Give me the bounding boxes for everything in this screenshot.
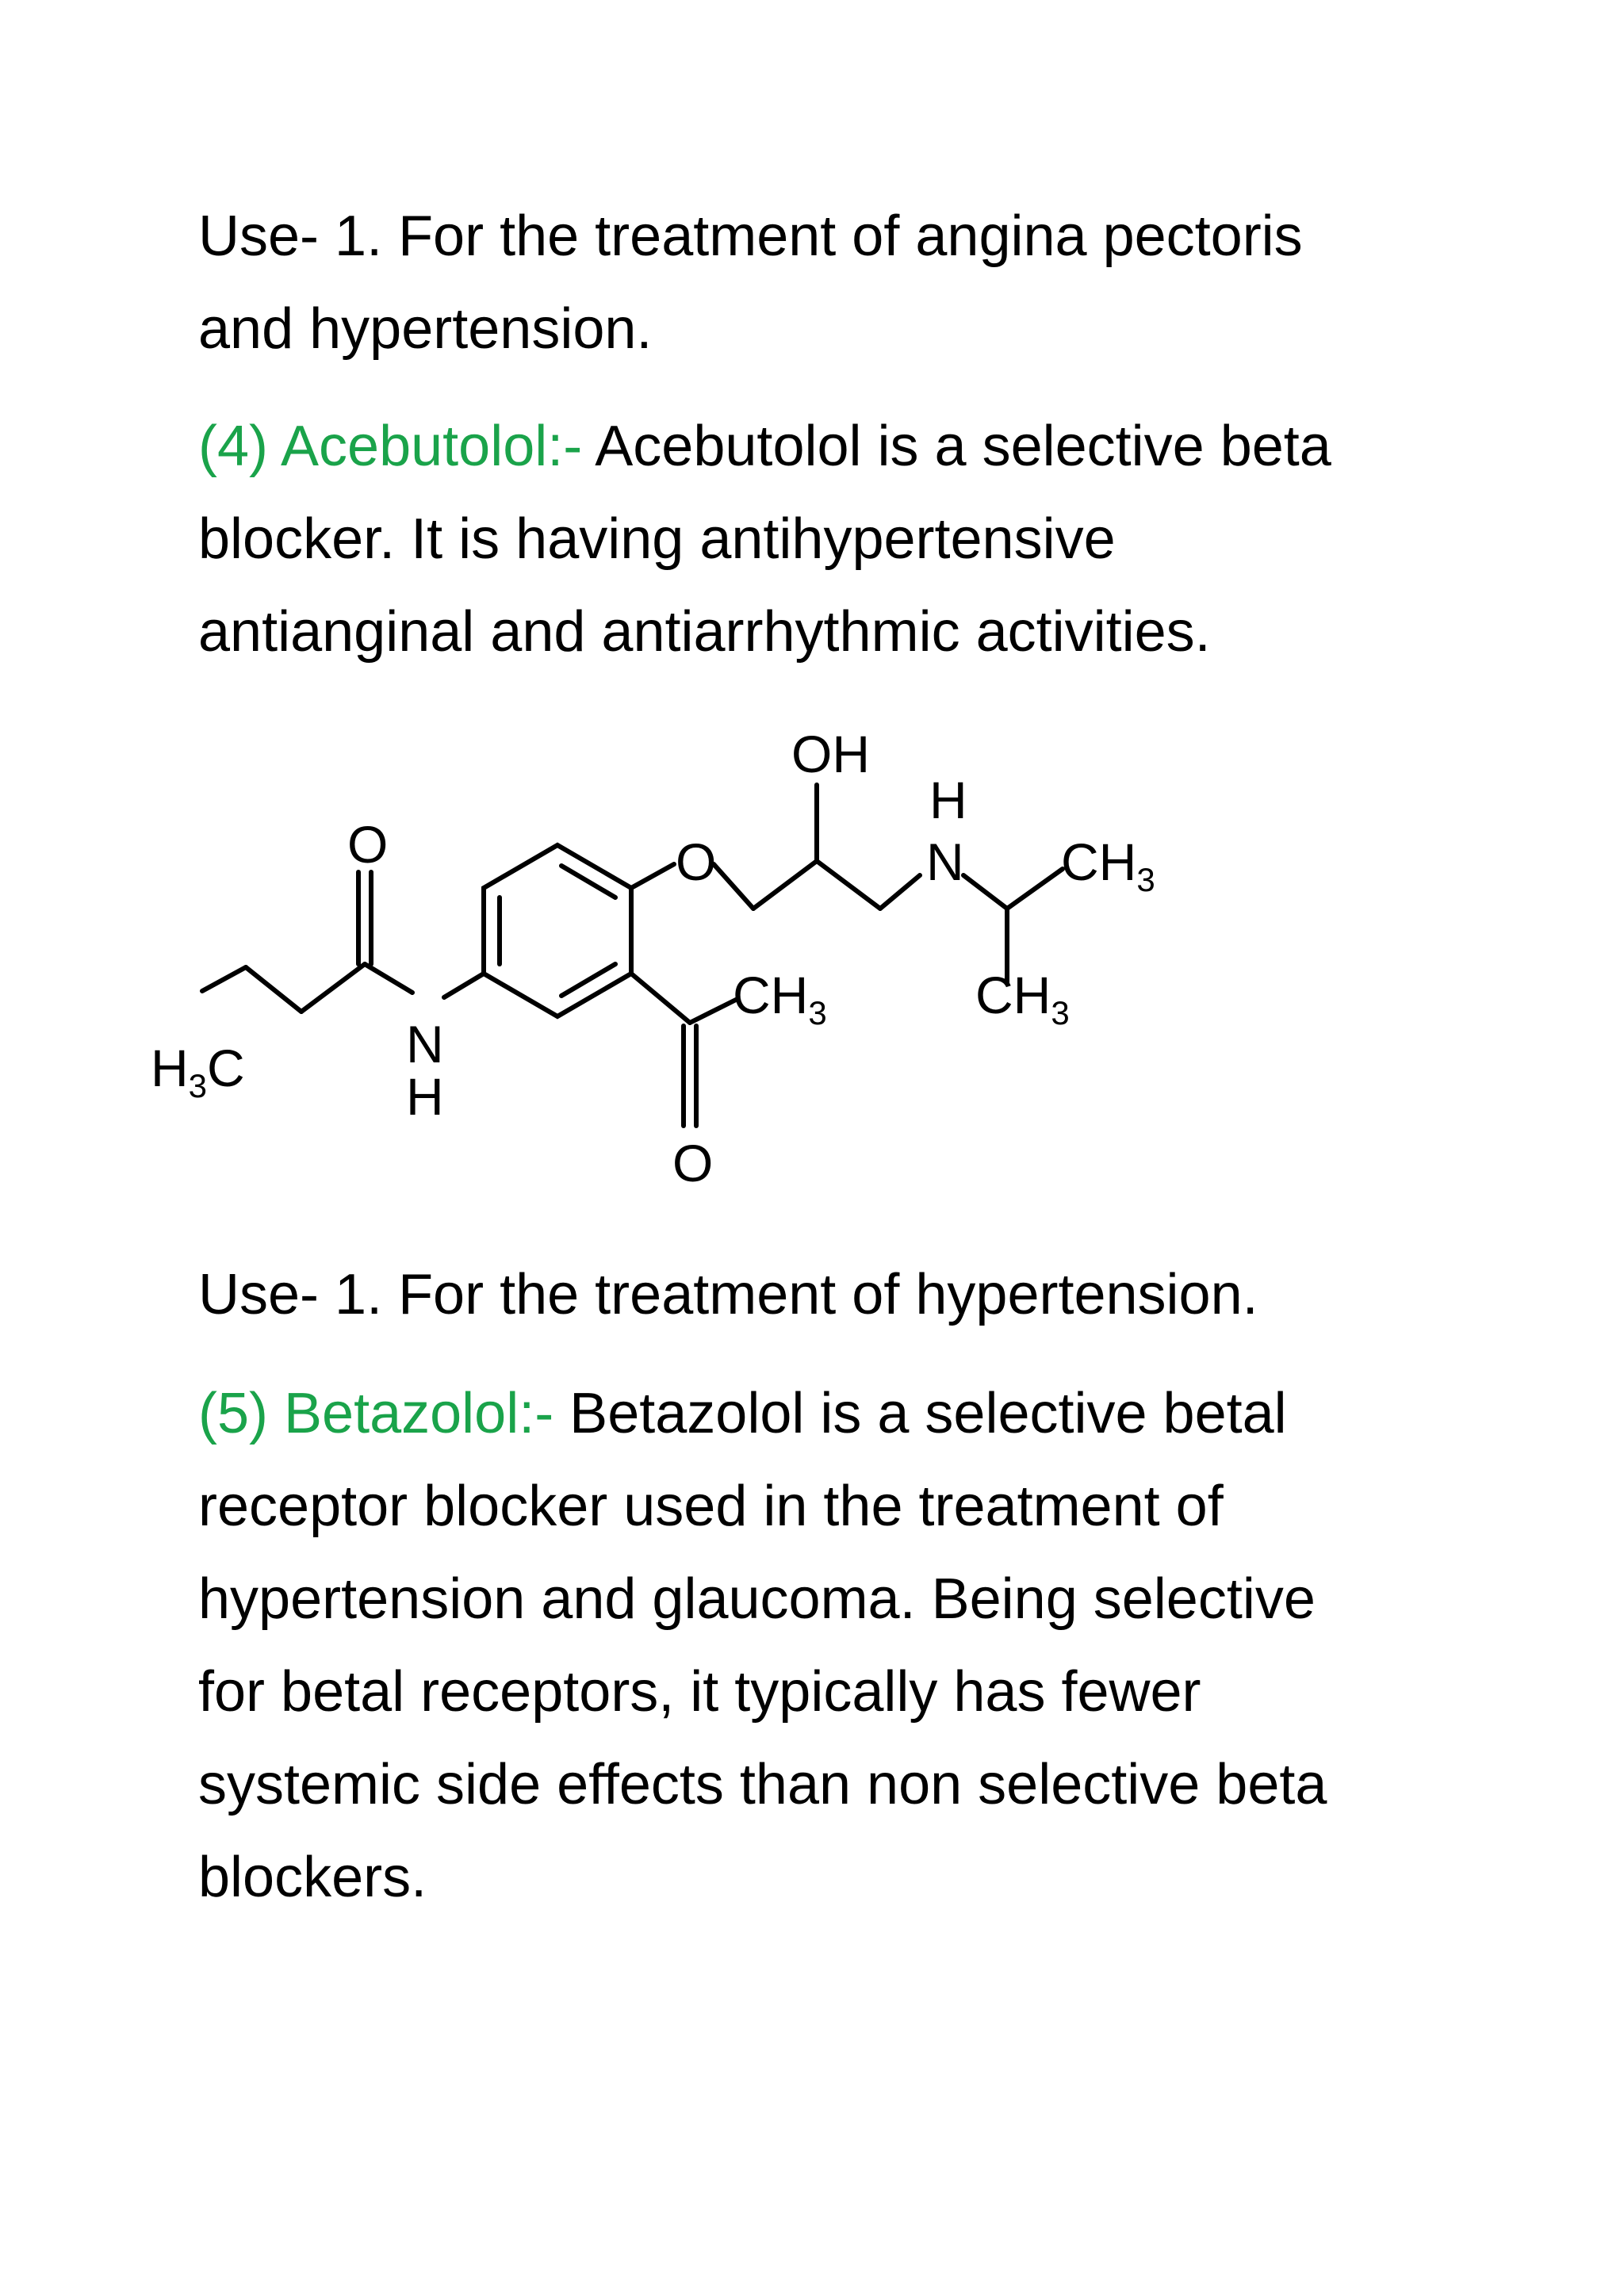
h3c-label: $H_3C$ (151, 1039, 245, 1104)
ch2-ch3-bond (202, 967, 246, 991)
amide-h-label: H (406, 1067, 444, 1126)
isopropyl-ch3-label: $CH_3$ (1061, 832, 1155, 898)
use-line-3: Use- 1. For the treatment of hypertension. (198, 1263, 1258, 1326)
ring-double-bond-2 (561, 866, 615, 897)
amide-n-label: N (406, 1015, 444, 1073)
amide-o-label: O (347, 815, 389, 874)
ch2-ch2-bond (246, 967, 301, 1012)
acebutolol-paragraph (198, 400, 1483, 679)
use-paragraph-2 (198, 1249, 1483, 1341)
acebutolol-structure (151, 714, 1451, 1205)
betazolol-paragraph (198, 1368, 1483, 1924)
n-carbonyl-bond (365, 964, 412, 993)
ketone-o-label: O (672, 1134, 714, 1192)
oh-label: OH (791, 725, 870, 783)
ring-n-bond (444, 974, 484, 997)
acebutolol-line-3: antianginal and antiarrhythmic activities. (198, 600, 1211, 664)
amine-n-label: N (926, 832, 964, 891)
isopropyl-ch3-lower-label: $CH_3$ (975, 966, 1070, 1031)
acetyl-ch3-bond (690, 999, 737, 1023)
use-line-2: and hypertension. (198, 297, 653, 361)
ch2-n-bond (880, 875, 920, 909)
use-line-1: Use- 1. For the treatment of angina pectoris (198, 205, 1303, 268)
acetyl-ch3-label: $CH_3$ (733, 966, 827, 1031)
ring-acetyl-bond (631, 974, 690, 1023)
ring-double-bond-3 (561, 964, 615, 996)
ether-o-label: O (676, 832, 717, 891)
acebutolol-heading: (4) Acebutolol:- (198, 415, 583, 478)
ring-o-bond (631, 864, 674, 888)
betazolol-line-5: systemic side effects than non selective beta (198, 1753, 1327, 1816)
acebutolol-line-1: Acebutolol is a selective beta (582, 415, 1331, 478)
ch2-choh-bond (753, 861, 817, 909)
betazolol-line-6: blockers. (198, 1846, 427, 1909)
ch-ch3-bond (1007, 869, 1063, 909)
use-paragraph-1 (198, 190, 1483, 376)
acebutolol-line-2: blocker. It is having antihypertensive (198, 507, 1116, 571)
betazolol-heading: (5) Betazolol:- (198, 1382, 554, 1445)
benzene-ring (484, 845, 631, 1016)
amine-h-label: H (929, 771, 967, 829)
n-ch-bond (963, 875, 1007, 909)
betazolol-line-1: Betazolol is a selective betal (553, 1382, 1287, 1445)
o-ch2-bond (714, 864, 753, 909)
betazolol-line-4: for betal receptors, it typically has fewer (198, 1660, 1201, 1724)
carbonyl-ch2-bond (301, 964, 365, 1012)
choh-ch2-bond (817, 861, 880, 909)
betazolol-line-3: hypertension and glaucoma. Being selective (198, 1567, 1316, 1631)
betazolol-line-2: receptor blocker used in the treatment of (198, 1475, 1224, 1538)
